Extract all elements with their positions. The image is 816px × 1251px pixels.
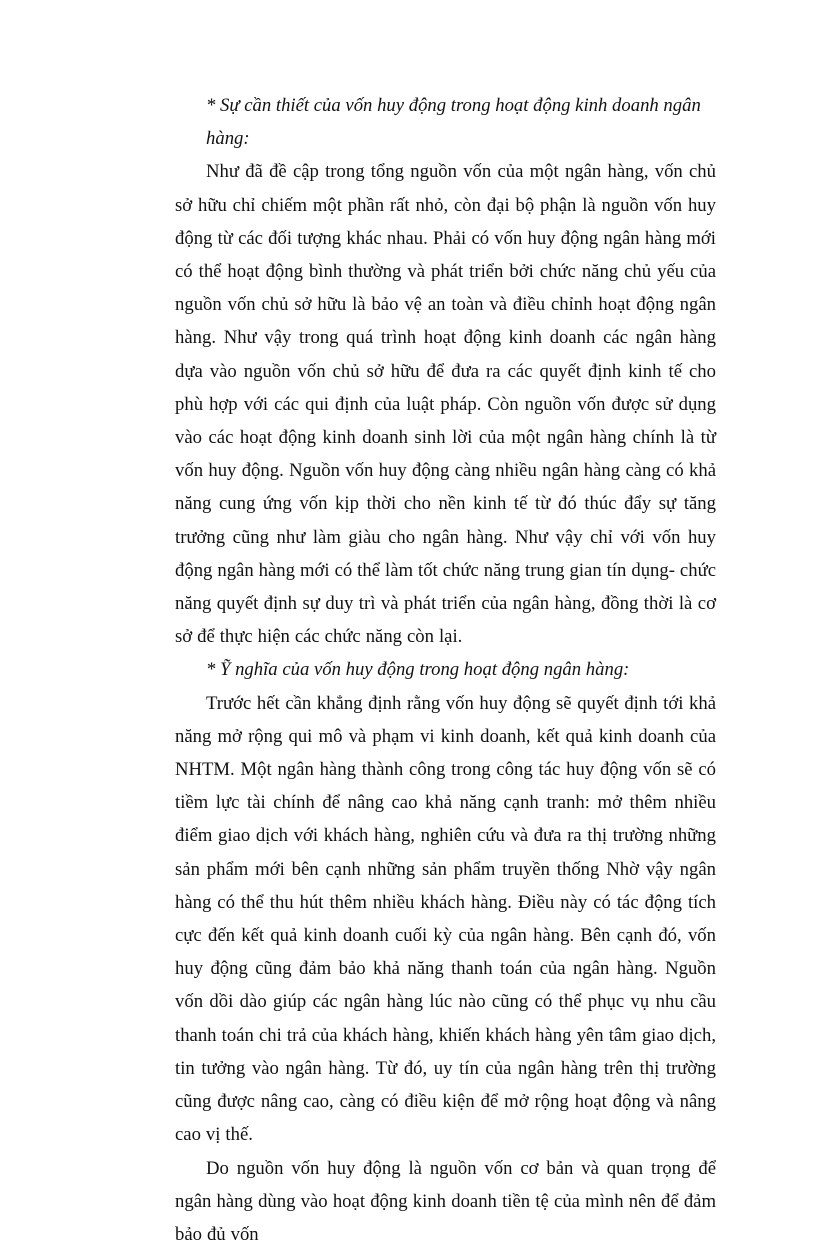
paragraph-necessity: Như đã đề cập trong tổng nguồn vốn của một ngân hàng, vốn chủ sở hữu chỉ chiếm một phần rất nhỏ, còn đại bộ phận là nguồn vốn huy động từ các đối tượng khác nhau. Phải có vốn huy động ngân hàng mới có thể hoạt động bình thường và phát triển bởi chức năng chủ yếu của nguồn vốn chủ sở hữu là bảo vệ an toàn và điều chỉnh hoạt động ngân hàng. Như vậy trong quá trình hoạt động kinh doanh các ngân hàng dựa vào nguồn vốn chủ sở hữu để đưa ra các quyết định kinh tế cho phù hợp với các qui định của luật pháp. Còn nguồn vốn được sử dụng vào các hoạt động kinh doanh sinh lời của một ngân hàng chính là từ vốn huy động. Nguồn vốn huy động càng nhiều ngân hàng càng có khả năng cung ứng vốn kịp thời cho nền kinh tế từ đó thúc đẩy sự tăng trưởng cũng như làm giàu cho ngân hàng. Như vậy chỉ với vốn huy động ngân hàng mới có thể làm tốt chức năng trung gian tín dụng- chức năng quyết định sự duy trì và phát triển của ngân hàng, đồng thời là cơ sở để thực hiện các chức năng còn lại. (175, 155, 716, 653)
paragraph-continuation: Do nguồn vốn huy động là nguồn vốn cơ bản và quan trọng để ngân hàng dùng vào hoạt động kinh doanh tiền tệ của mình nên để đảm bảo đủ vốn (175, 1152, 716, 1251)
document-body (175, 89, 716, 1251)
paragraph-significance: Trước hết cần khẳng định rằng vốn huy động sẽ quyết định tới khả năng mở rộng qui mô và phạm vi kinh doanh, kết quả kinh doanh của NHTM. Một ngân hàng thành công trong công tác huy động vốn sẽ có tiềm lực tài chính để nâng cao khả năng cạnh tranh: mở thêm nhiều điểm giao dịch với khách hàng, nghiên cứu và đưa ra thị trường những sản phẩm mới bên cạnh những sản phẩm truyền thống Nhờ vậy ngân hàng có thể thu hút thêm nhiều khách hàng. Điều này có tác động tích cực đến kết quả kinh doanh cuối kỳ của ngân hàng. Bên cạnh đó, vốn huy động cũng đảm bảo khả năng thanh toán của ngân hàng. Nguồn vốn dồi dào giúp các ngân hàng lúc nào cũng có thể phục vụ nhu cầu thanh toán chi trả của khách hàng, khiến khách hàng yên tâm giao dịch, tin tưởng vào ngân hàng. Từ đó, uy tín của ngân hàng trên thị trường cũng được nâng cao, càng có điều kiện để mở rộng hoạt động và nâng cao vị thế. (175, 687, 716, 1152)
section-heading-necessity: * Sự cần thiết của vốn huy động trong hoạt động kinh doanh ngân hàng: (175, 89, 716, 155)
section-heading-significance: * Ỹ nghĩa của vốn huy động trong hoạt động ngân hàng: (175, 653, 716, 686)
